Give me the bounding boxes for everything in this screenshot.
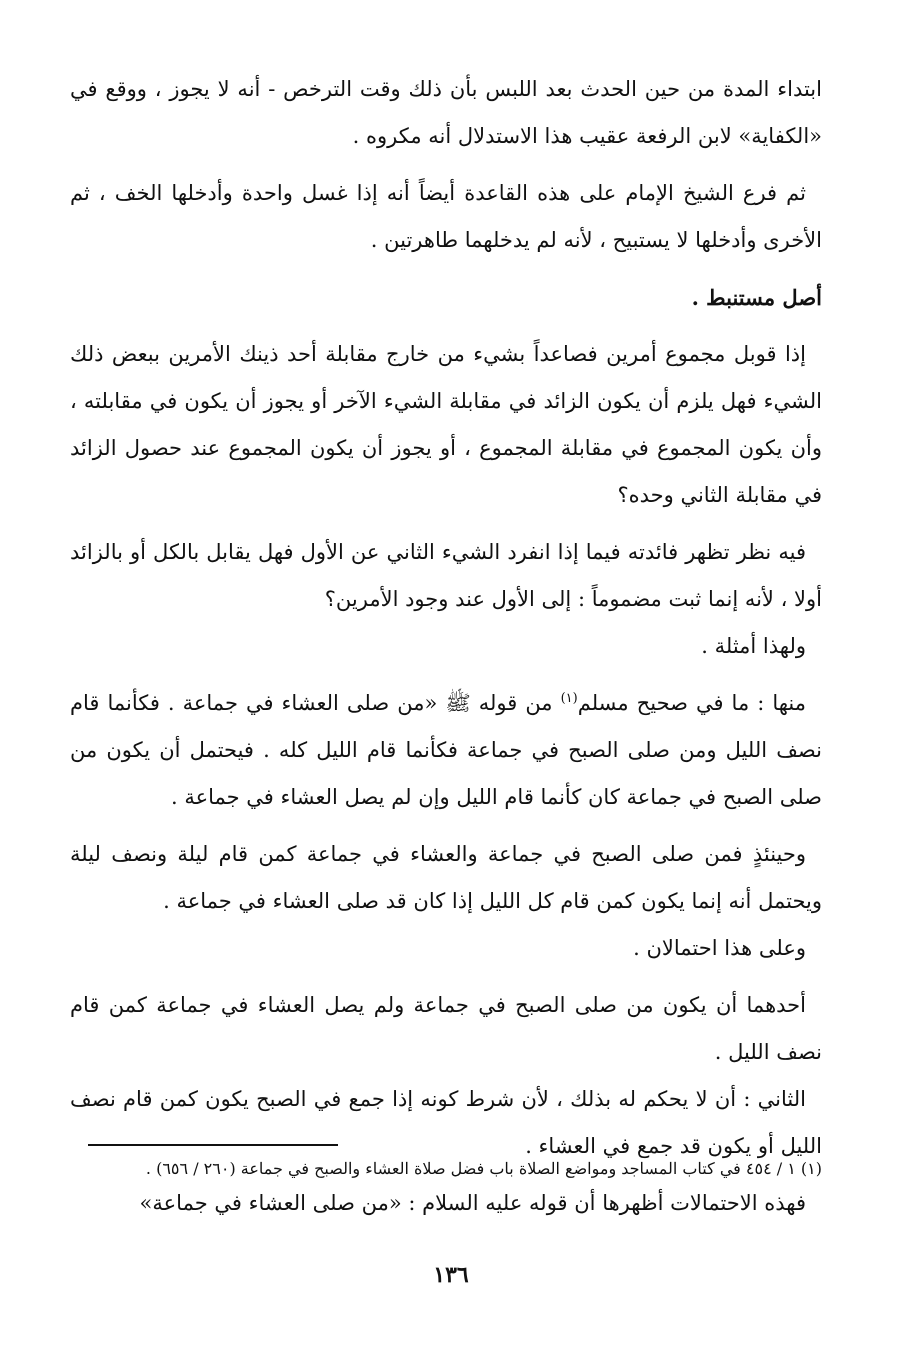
footnote-reference: (١) <box>560 691 578 706</box>
paragraph: فيه نظر تظهر فائدته فيما إذا انفرد الشيء الثاني عن الأول فهل يقابل بالكل أو بالزائد أولا ، لأنه إنما ثبت مضموماً : إلى الأول عند وجود الأمرين؟ <box>70 540 822 611</box>
paragraph-start: منها : ما في صحيح مسلم <box>577 691 806 715</box>
paragraph: الثاني : أن لا يحكم له بذلك ، لأن شرط كونه إذا جمع في الصبح يكون كمن قام نصف الليل أو يكون قد جمع في العشاء . <box>70 1087 822 1158</box>
paragraph: فهذه الاحتمالات أظهرها أن قوله عليه السلام : «من صلى العشاء في جماعة» <box>139 1191 806 1215</box>
paragraph: ابتداء المدة من حين الحدث بعد اللبس بأن ذلك وقت الترخص - أنه لا يجوز ، ووقع في «الكفاية» لابن الرفعة عقيب هذا الاستدلال أنه مكروه . <box>70 77 822 148</box>
paragraph: إذا قوبل مجموع أمرين فصاعداً بشيء من خارج مقابلة أحد ذينك الأمرين ببعض ذلك الشيء فهل يلزم أن يكون الزائد في مقابلة الشيء الآخر أو يجوز أن يكون في مقابلته ، وأن يكون المجموع في مقابلة المجموع ، أو يجوز أن يكون المجموع عند حصول الزائد في مقابلة الثاني وحده؟ <box>70 342 822 507</box>
footnote-text: (١) ١ / ٤٥٤ في كتاب المساجد ومواضع الصلاة باب فضل صلاة العشاء والصبح في جماعة (٢٦٠ / ٦٥٦) . <box>145 1159 822 1178</box>
footnote <box>70 1152 822 1186</box>
footnote-divider <box>88 1144 338 1146</box>
paragraph: ثم فرع الشيخ الإمام على هذه القاعدة أيضاً أنه إذا غسل واحدة وأدخلها الخف ، ثم الأخرى وأدخلها لا يستبيح ، لأنه لم يدخلهما طاهرتين . <box>70 181 822 252</box>
paragraph-with-footnote-ref <box>70 680 822 821</box>
paragraph: ولهذا أمثلة . <box>701 634 806 658</box>
paragraph: وعلى هذا احتمالان . <box>633 936 806 960</box>
paragraph: أحدهما أن يكون من صلى الصبح في جماعة ولم يصل العشاء في جماعة كمن قام نصف الليل . <box>70 993 822 1064</box>
paragraph: وحينئذٍ فمن صلى الصبح في جماعة والعشاء في جماعة كمن قام ليلة ونصف ليلة ويحتمل أنه إنما يكون كمن قام كل الليل إذا كان قد صلى العشاء في جماعة . <box>70 842 822 913</box>
page-number: ١٣٦ <box>433 1262 469 1288</box>
main-text <box>70 66 822 1227</box>
section-heading: أصل مستنبط . <box>691 285 822 310</box>
paragraph-rest: من قوله ﷺ «من صلى العشاء في جماعة . فكأنما قام نصف الليل ومن صلى الصبح في جماعة فكأنما قام الليل كله . فيحتمل أن يكون من صلى الصبح في جماعة كان كأنما قام الليل وإن لم يصل العشاء في جماعة . <box>70 691 822 809</box>
